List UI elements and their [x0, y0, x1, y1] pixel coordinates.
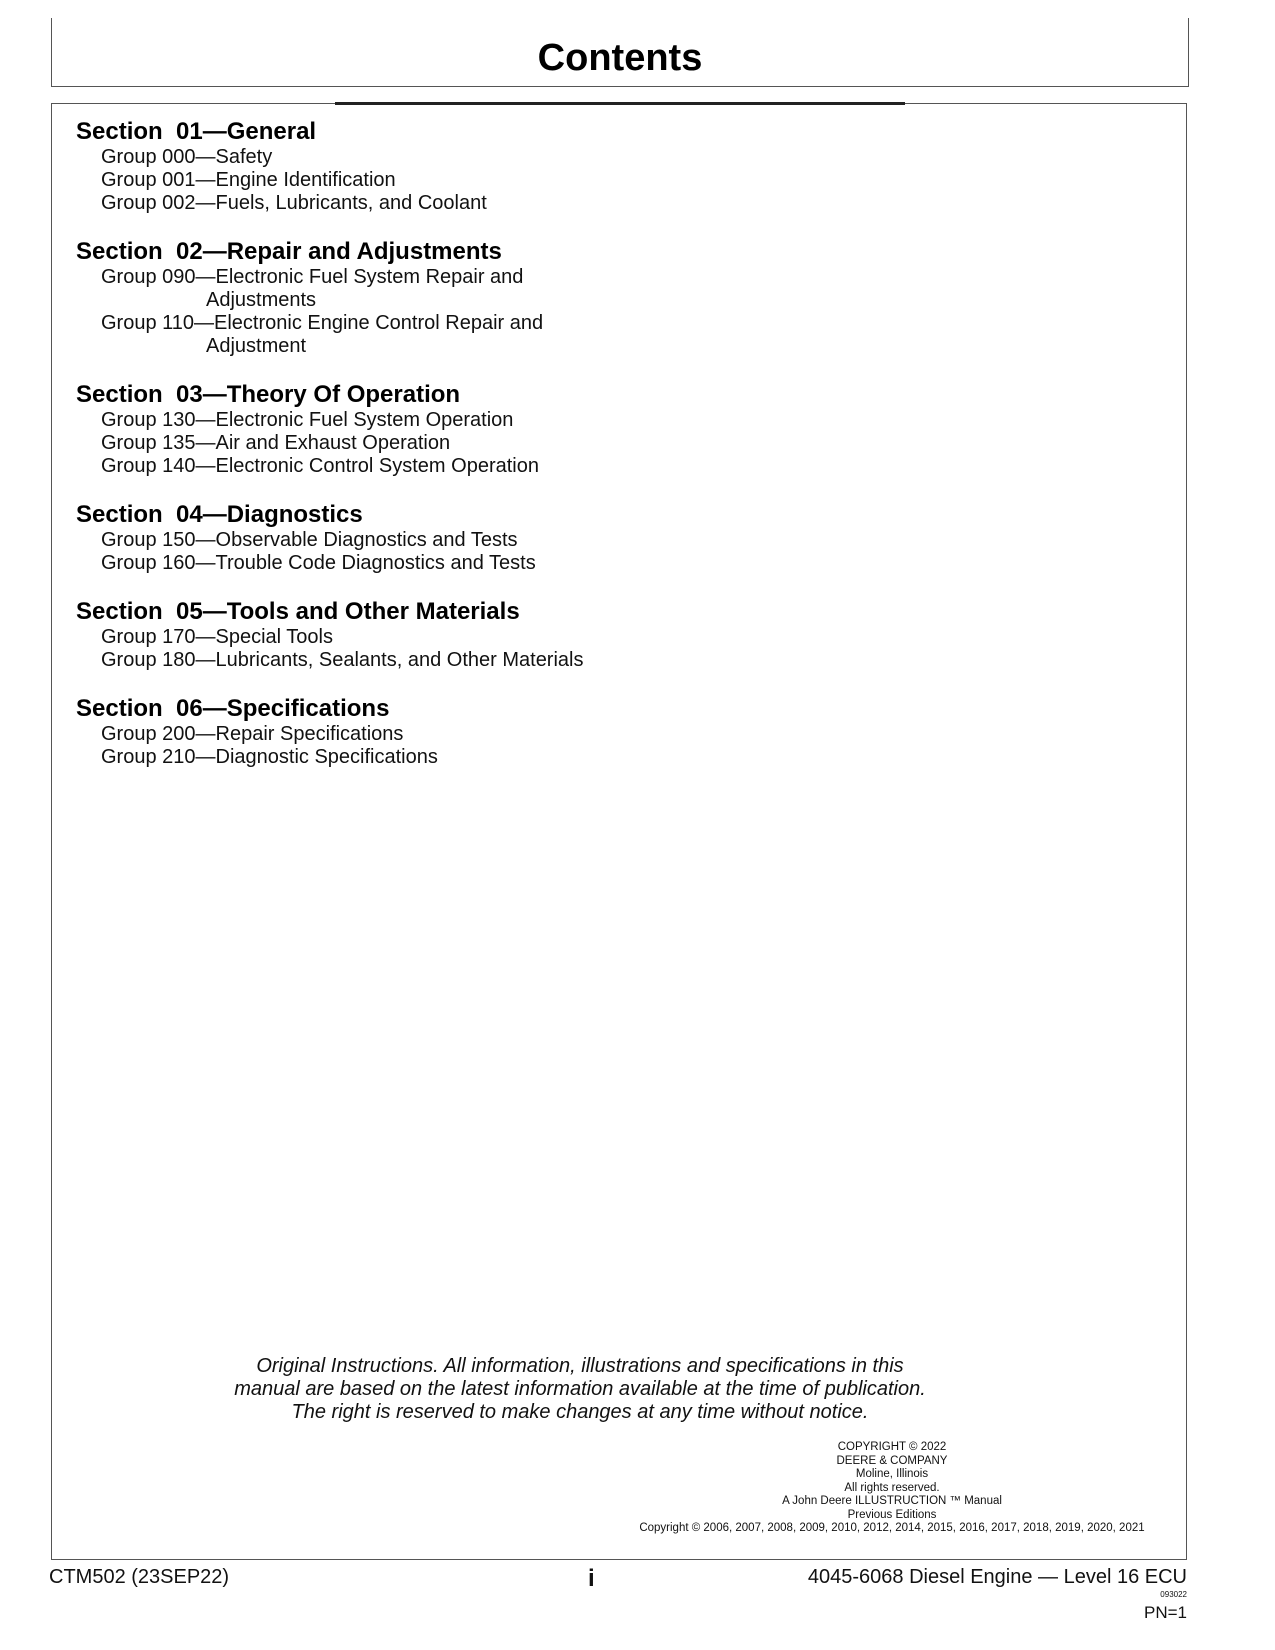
toc-section-03 [76, 381, 776, 478]
copyright-line: DEERE & COMPANY [836, 1454, 948, 1467]
copyright-line: A John Deere ILLUSTRUCTION ™ Manual [782, 1495, 1002, 1507]
footer-code: 093022 [1160, 1590, 1187, 1599]
group-label: Group 110—Electronic Engine Control Repair and [101, 312, 544, 334]
toc-group-110[interactable] [76, 312, 776, 358]
original-instructions-notice [170, 1355, 990, 1424]
copyright-line: Previous Editions [847, 1508, 937, 1521]
previous-editions-line: Copyright © 2006, 2007, 2008, 2009, 2010, 2012, 2014, 2015, 2016, 2017, 2018, 2019, 2020, 2021 [639, 1522, 1145, 1534]
manual-title: 4045-6068 Diesel Engine — Level 16 ECU [807, 1566, 1187, 1588]
toc-section-05 [76, 598, 776, 672]
group-label: Group 090—Electronic Fuel System Repair and [101, 266, 524, 288]
toc-group-000[interactable]: Group 000—Safety [101, 146, 273, 168]
toc-group-200[interactable]: Group 200—Repair Specifications [101, 723, 404, 745]
title-frame [51, 18, 1189, 87]
notice-line: Original Instructions. All information, illustrations and specifications in this [256, 1355, 904, 1377]
toc-group-001[interactable]: Group 001—Engine Identification [101, 169, 396, 191]
section-title[interactable]: Section 05—Tools and Other Materials [76, 598, 520, 625]
copyright-line: All rights reserved. [844, 1481, 940, 1494]
section-title[interactable]: Section 02—Repair and Adjustments [76, 238, 502, 265]
section-title[interactable]: Section 03—Theory Of Operation [76, 381, 461, 408]
section-title[interactable]: Section 01—General [76, 118, 317, 145]
page-title: Contents [537, 37, 703, 79]
toc-group-130[interactable]: Group 130—Electronic Fuel System Operation [101, 409, 514, 431]
toc-group-135[interactable]: Group 135—Air and Exhaust Operation [101, 432, 451, 454]
notice-line: manual are based on the latest information available at the time of publication. [234, 1378, 926, 1400]
toc-section-04 [76, 501, 776, 575]
pn-number: PN=1 [1144, 1603, 1187, 1622]
section-title[interactable]: Section 06—Specifications [76, 695, 390, 722]
toc-group-210[interactable]: Group 210—Diagnostic Specifications [101, 746, 438, 768]
section-title[interactable]: Section 04—Diagnostics [76, 501, 363, 528]
toc-group-160[interactable]: Group 160—Trouble Code Diagnostics and Tests [101, 552, 536, 574]
table-of-contents [76, 118, 776, 792]
toc-group-150[interactable]: Group 150—Observable Diagnostics and Tests [101, 529, 518, 551]
notice-line: The right is reserved to make changes at any time without notice. [291, 1401, 869, 1423]
toc-group-140[interactable]: Group 140—Electronic Control System Operation [101, 455, 539, 477]
toc-group-180[interactable]: Group 180—Lubricants, Sealants, and Other Materials [101, 649, 584, 671]
toc-section-02 [76, 238, 776, 358]
toc-group-170[interactable]: Group 170—Special Tools [101, 626, 333, 648]
copyright-line: Moline, Illinois [855, 1468, 929, 1480]
toc-group-090[interactable] [76, 266, 776, 312]
top-accent-rule [335, 102, 905, 105]
toc-section-06 [76, 695, 776, 769]
document-id: CTM502 (23SEP22) [49, 1566, 230, 1588]
page-number: i [588, 1565, 595, 1592]
copyright-block [620, 1441, 1164, 1536]
group-label-continuation: Adjustment [206, 335, 307, 357]
toc-group-002[interactable]: Group 002—Fuels, Lubricants, and Coolant [101, 192, 487, 214]
toc-section-01 [76, 118, 776, 215]
copyright-line: COPYRIGHT © 2022 [837, 1441, 947, 1453]
group-label-continuation: Adjustments [206, 289, 317, 311]
